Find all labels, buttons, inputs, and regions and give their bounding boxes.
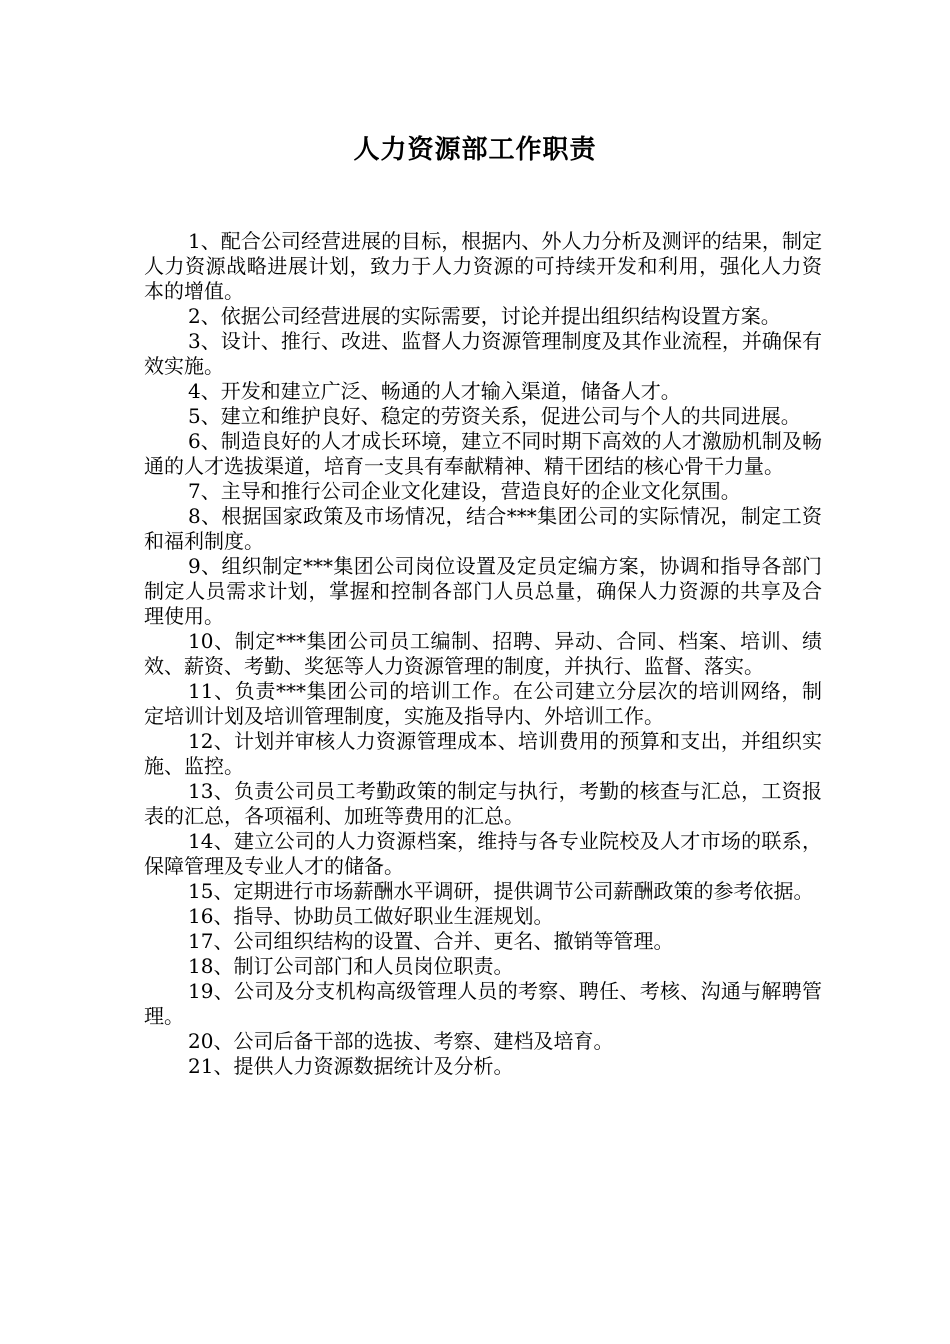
duty-item: 4、开发和建立广泛、畅通的人才输入渠道，储备人才。 xyxy=(188,379,681,403)
duty-item: 1、配合公司经营进展的目标，根据内、外人力分析及测评的结果，制定人力资源战略进展计划，致力于人力资源的可持续开发和利用，强化人力资本的增值。 xyxy=(144,229,822,303)
duty-item: 18、制订公司部门和人员岗位职责。 xyxy=(188,954,514,978)
duty-item: 3、设计、推行、改进、监督人力资源管理制度及其作业流程，并确保有效实施。 xyxy=(144,329,822,378)
duty-item: 16、指导、协助员工做好职业生涯规划。 xyxy=(188,904,554,928)
duty-item: 7、主导和推行公司企业文化建设，营造良好的企业文化氛围。 xyxy=(188,479,741,503)
duty-item: 10、制定***集团公司员工编制、招聘、异动、合同、档案、培训、绩效、薪资、考勤、奖惩等人力资源管理的制度，并执行、监督、落实。 xyxy=(144,629,822,678)
duty-item: 11、负责***集团公司的培训工作。在公司建立分层次的培训网络，制定培训计划及培训管理制度，实施及指导内、外培训工作。 xyxy=(144,679,822,728)
duty-item: 9、组织制定***集团公司岗位设置及定员定编方案，协调和指导各部门制定人员需求计划，掌握和控制各部门人员总量，确保人力资源的共享及合理使用。 xyxy=(144,554,822,628)
duty-item: 12、计划并审核人力资源管理成本、培训费用的预算和支出，并组织实施、监控。 xyxy=(144,729,822,778)
duty-item: 8、根据国家政策及市场情况，结合***集团公司的实际情况，制定工资和福利制度。 xyxy=(144,504,822,553)
duty-item: 5、建立和维护良好、稳定的劳资关系，促进公司与个人的共同进展。 xyxy=(188,404,801,428)
document-title: 人力资源部工作职责 xyxy=(353,135,597,165)
duty-item: 2、依据公司经营进展的实际需要，讨论并提出组织结构设置方案。 xyxy=(188,304,781,328)
duty-item: 21、提供人力资源数据统计及分析。 xyxy=(188,1054,514,1078)
duty-item: 17、公司组织结构的设置、合并、更名、撤销等管理。 xyxy=(188,929,674,953)
duty-list xyxy=(144,229,822,1079)
duty-item: 14、建立公司的人力资源档案，维持与各专业院校及人才市场的联系，保障管理及专业人才的储备。 xyxy=(144,829,822,878)
duty-item: 6、制造良好的人才成长环境，建立不同时期下高效的人才激励机制及畅通的人才选拔渠道，培育一支具有奉献精神、精干团结的核心骨干力量。 xyxy=(144,429,822,478)
duty-item: 20、公司后备干部的选拔、考察、建档及培育。 xyxy=(188,1029,614,1053)
duty-item: 15、定期进行市场薪酬水平调研，提供调节公司薪酬政策的参考依据。 xyxy=(188,879,814,903)
duty-item: 19、公司及分支机构高级管理人员的考察、聘任、考核、沟通与解聘管理。 xyxy=(144,979,822,1028)
duty-item: 13、负责公司员工考勤政策的制定与执行，考勤的核查与汇总，工资报表的汇总，各项福利、加班等费用的汇总。 xyxy=(144,779,822,828)
